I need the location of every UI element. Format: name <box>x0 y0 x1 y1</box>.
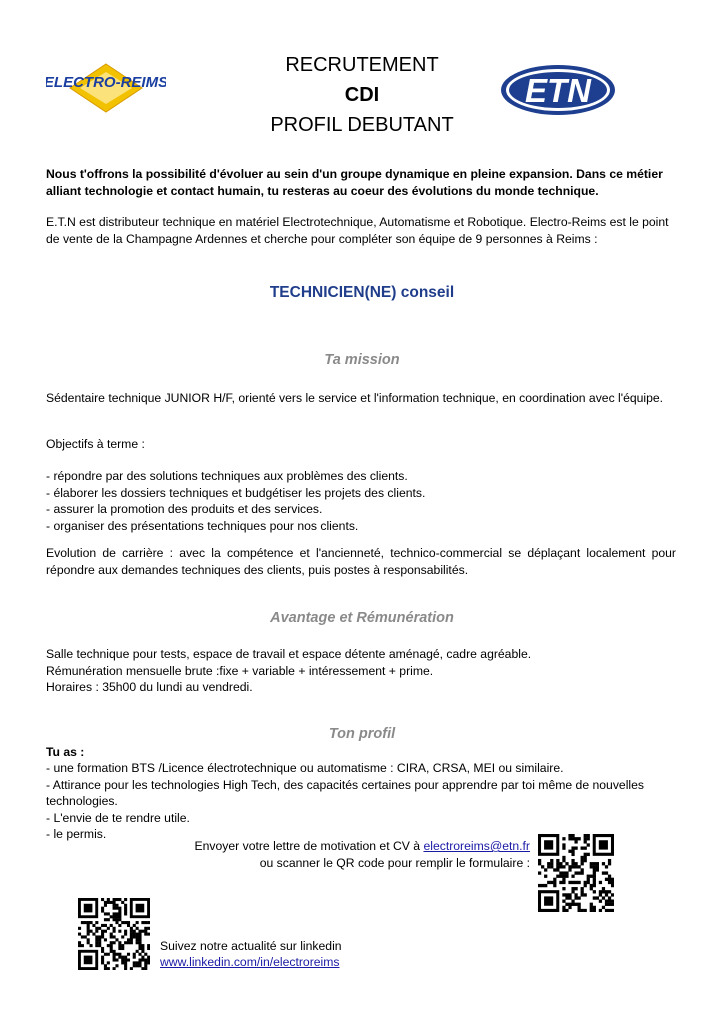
profile-item: - L'envie de te rendre utile. <box>46 810 190 825</box>
profile-label: Tu as : <box>46 745 85 759</box>
intro-bold-paragraph: Nous t'offrons la possibilité d'évoluer au sein d'un groupe dynamique en pleine expansion. Dans ce métier alliant technologie et contact humain, tu resteras au coeur des évolutions du monde technique. <box>46 167 663 198</box>
mission-description: Sédentaire technique JUNIOR H/F, orienté vers le service et l'information technique, en coordination avec l'équipe. <box>46 391 664 405</box>
objectives-label: Objectifs à terme : <box>46 437 145 451</box>
linkedin-qr-code[interactable] <box>78 898 150 970</box>
profile-list <box>46 760 666 843</box>
mission-heading: Ta mission <box>324 352 400 368</box>
form-qr-code-graphic <box>538 834 614 912</box>
title-line-profile: PROFIL DEBUTANT <box>270 114 454 136</box>
profile-heading: Ton profil <box>328 726 396 742</box>
svg-text:ETN: ETN <box>525 72 591 109</box>
title-line-contract: CDI <box>344 84 380 106</box>
job-title: TECHNICIEN(NE) conseil <box>269 284 455 301</box>
benefits-heading: Avantage et Rémunération <box>270 610 454 626</box>
objectives-list <box>46 468 676 534</box>
title-line-recrutement: RECRUTEMENT <box>285 54 439 76</box>
company-paragraph: E.T.N est distributeur technique en matériel Electrotechnique, Automatisme et Robotique. Electro-Reims est le point de vente de la Champagne Ardennes et cherche pour compléter son équipe de 9 personnes à Reims : <box>46 215 669 246</box>
benefit-line: Salle technique pour tests, espace de travail et espace détente aménagé, cadre agréable. <box>46 647 532 661</box>
profile-item: - le permis. <box>46 827 107 841</box>
form-qr-code[interactable] <box>538 834 614 912</box>
contact-send-text: Envoyer votre lettre de motivation et CV à <box>194 839 421 853</box>
benefits-list <box>46 646 676 696</box>
svg-text:ELECTRO-REIMS: ELECTRO-REIMS <box>46 74 166 91</box>
objective-item: - élaborer les dossiers techniques et budgétiser les projets des clients. <box>46 485 426 500</box>
contact-qr-text: ou scanner le QR code pour remplir le formulaire : <box>259 856 530 870</box>
benefit-line: Horaires : 35h00 du lundi au vendredi. <box>46 680 253 694</box>
objective-item: - organiser des présentations techniques pour nos clients. <box>46 518 359 533</box>
objective-item: - assurer la promotion des produits et des services. <box>46 502 323 516</box>
benefit-line: Rémunération mensuelle brute :fixe + variable + intéressement + prime. <box>46 663 434 678</box>
linkedin-url-link[interactable]: www.linkedin.com/in/electroreims <box>160 955 340 969</box>
contact-email-link[interactable]: electroreims@etn.fr <box>423 839 530 853</box>
profile-item: - une formation BTS /Licence électrotechnique ou automatisme : CIRA, CRSA, MEI ou similaire. <box>46 761 564 775</box>
objective-item: - répondre par des solutions techniques aux problèmes des clients. <box>46 469 408 483</box>
career-paragraph: Evolution de carrière : avec la compétence et l'ancienneté, technico-commercial se déplaçant localement pour répondre aux demandes techniques des clients, puis postes à responsabilités. <box>46 546 676 577</box>
linkedin-qr-code-graphic <box>78 898 150 970</box>
linkedin-text: Suivez notre actualité sur linkedin <box>160 939 342 953</box>
profile-item: - Attirance pour les technologies High Tech, des capacités certaines pour apprendre par toi même de nouvelles technologies. <box>46 777 644 808</box>
contact-send-line <box>160 838 530 855</box>
